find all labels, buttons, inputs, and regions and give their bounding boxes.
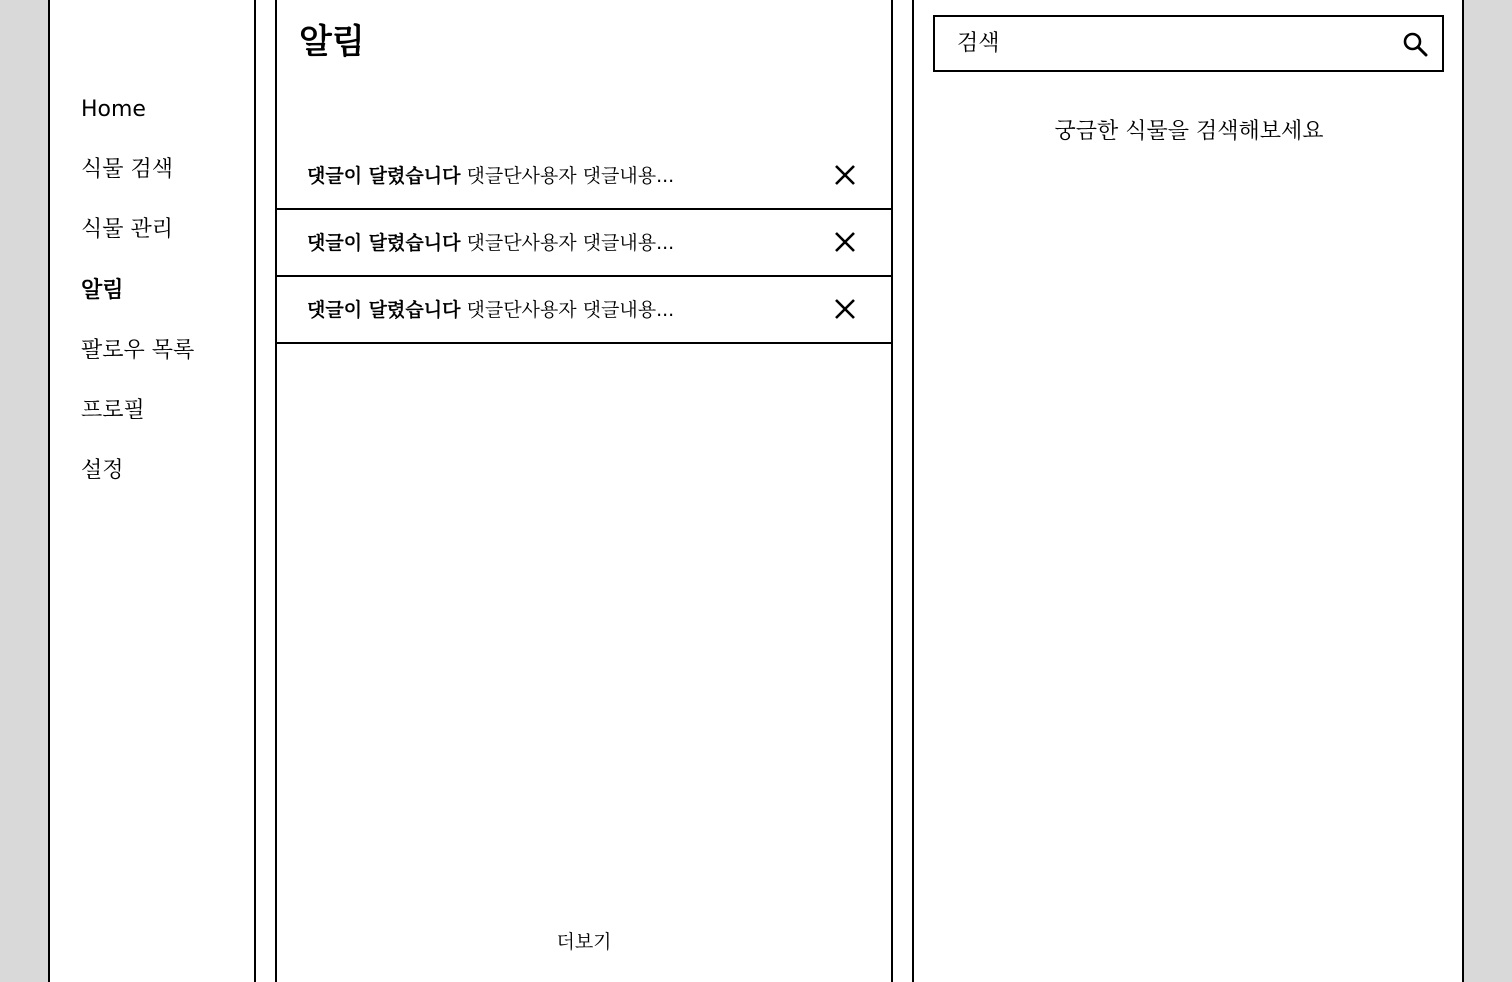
search-box	[933, 15, 1444, 72]
load-more-button[interactable]: 더보기	[556, 931, 612, 953]
sidebar-item-home[interactable]: Home	[81, 97, 146, 122]
sidebar-item-following[interactable]: 팔로우 목록	[81, 337, 195, 363]
sidebar-item-settings[interactable]: 설정	[81, 458, 124, 484]
notification-title: 댓글이 달렸습니다	[307, 299, 461, 321]
app-frame	[48, 0, 1464, 982]
close-icon[interactable]	[833, 230, 857, 254]
notification-body: 댓글단사용자 댓글내용...	[466, 165, 675, 187]
sidebar-item-notifications[interactable]: 알림	[81, 277, 124, 303]
notifications-panel	[275, 0, 893, 982]
search-icon[interactable]	[1402, 31, 1428, 57]
notification-title: 댓글이 달렸습니다	[307, 165, 461, 187]
sidebar-item-profile[interactable]: 프로필	[81, 397, 145, 423]
notification-item[interactable]	[277, 210, 891, 277]
close-icon[interactable]	[833, 297, 857, 321]
notification-item[interactable]	[277, 143, 891, 210]
notification-text	[307, 143, 674, 209]
sidebar-item-plant-search[interactable]: 식물 검색	[81, 157, 174, 183]
notification-title: 댓글이 달렸습니다	[307, 232, 461, 254]
notification-text	[307, 277, 674, 343]
notification-item[interactable]	[277, 277, 891, 344]
notification-text	[307, 210, 674, 276]
notification-list	[277, 143, 891, 344]
notification-body: 댓글단사용자 댓글내용...	[466, 232, 675, 254]
search-hint: 궁금한 식물을 검색해보세요	[1054, 119, 1324, 144]
page-title: 알림	[299, 22, 365, 62]
search-panel	[912, 0, 1464, 982]
sidebar-nav	[81, 94, 194, 515]
sidebar	[50, 0, 256, 982]
notification-body: 댓글단사용자 댓글내용...	[466, 299, 675, 321]
close-icon[interactable]	[833, 163, 857, 187]
search-input[interactable]	[957, 25, 1377, 61]
sidebar-item-plant-management[interactable]: 식물 관리	[81, 217, 174, 243]
